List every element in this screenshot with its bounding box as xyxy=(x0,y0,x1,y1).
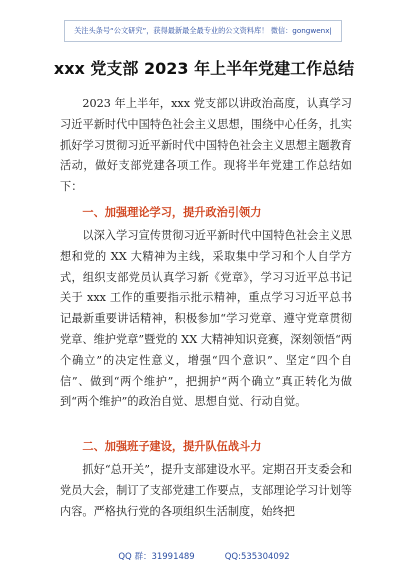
section-2-block xyxy=(60,460,352,522)
document-title: xxx 党支部 2023 年上半年党建工作总结 xyxy=(53,59,355,78)
section-1-paragraph: 以深入学习宣传贯彻习近平新时代中国特色社会主义思想和党的 XX 大精神为主线，采取集中学习和个人自学方式，组织支部党员认真学习新《党章》，学习习近平总书记关于 xxx 工作的重要指示批示精神，重点学习习近平总书记最新重要讲话精神，积极参加“学习党章、遵守党章贯彻党章、维护党章”暨党的 XX 大精神知识竞赛，深刻领悟“两个确立”的决定性意义，增强“四个意识”、坚定“四个自信”、做到“两个维护”，把拥护“两个确立”真正转化为做到“两个维护”的政治自觉、思想自觉、行动自觉。 xyxy=(60,229,352,409)
section-heading-1: 一、加强理论学习，提升政治引领力 xyxy=(82,206,262,219)
contact-footer xyxy=(0,549,408,565)
section-1-block xyxy=(60,226,352,413)
promo-banner-text: 关注头条号“公文研究”，获得最新最全最专业的公文资料库！ 微信：gongwenx| xyxy=(74,26,332,35)
intro-paragraph-block xyxy=(60,94,352,198)
footer-qq: QQ:535304092 xyxy=(224,552,290,562)
section-2-paragraph: 抓好“总开关”，提升支部建设水平。定期召开支委会和党员大会，制订了支部党建工作要点，支部理论学习计划等内容。严格执行党的各项组织生活制度，始终把 xyxy=(60,463,352,518)
promo-banner xyxy=(64,20,342,42)
footer-qq-group: QQ 群：31991489 xyxy=(118,552,195,562)
intro-paragraph: 2023 年上半年，xxx 党支部以讲政治高度，认真学习习近平新时代中国特色社会主义思想，围绕中心任务，扎实抓好学习贯彻习近平新时代中国特色社会主义思想主题教育活动，做好支部党建各项工作。现将半年党建工作总结如下： xyxy=(60,97,352,194)
section-heading-2: 二、加强班子建设，提升队伍战斗力 xyxy=(82,440,262,453)
